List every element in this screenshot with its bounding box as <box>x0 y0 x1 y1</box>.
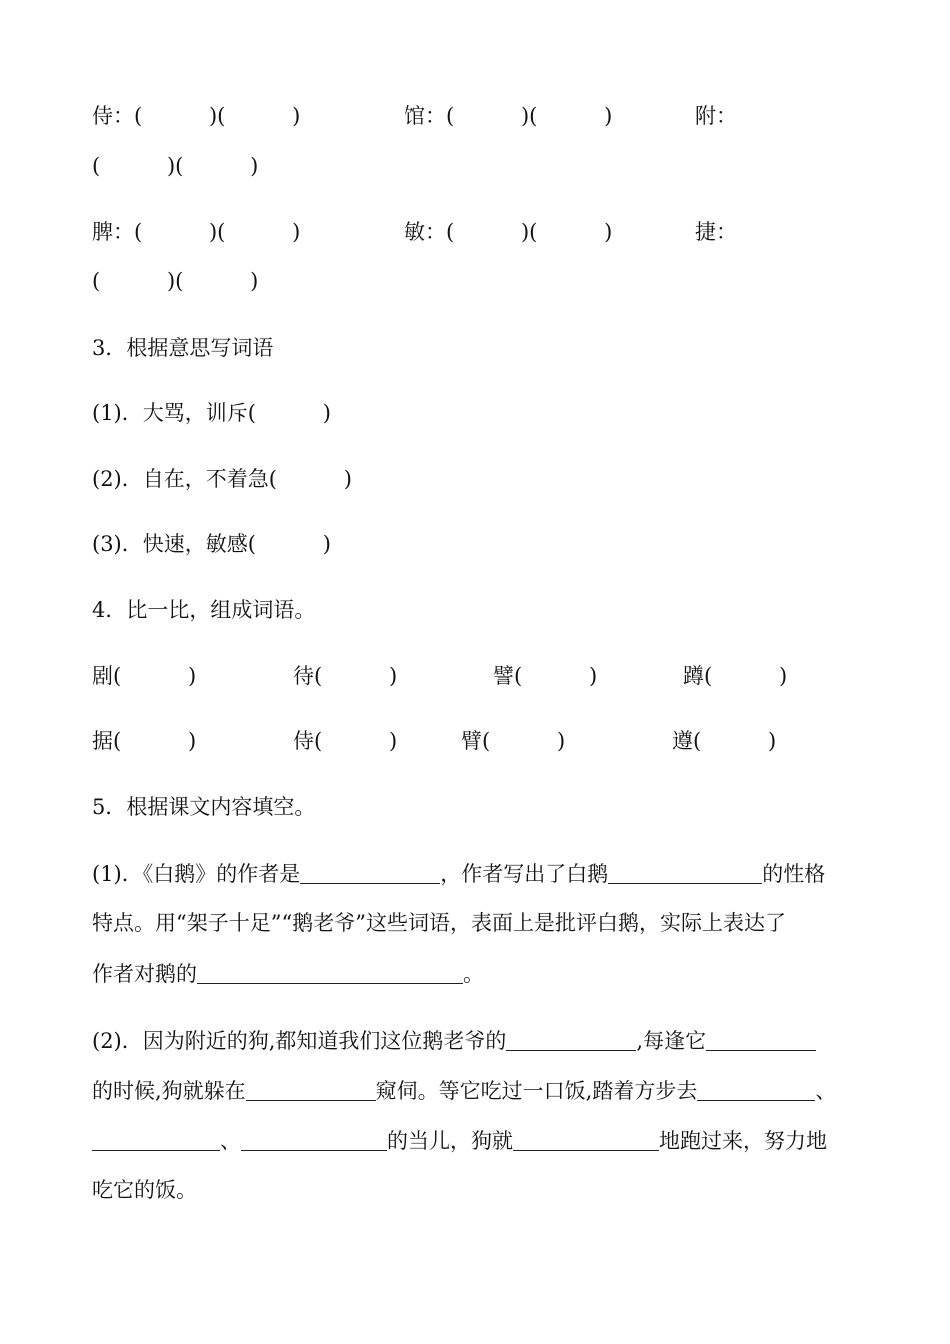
q5-p1-line1: (1)．《白鹅》的作者是 ，作者写出了白鹅 的性格 <box>92 862 826 886</box>
q3-title: 3．根据意思写词语 <box>92 336 274 360</box>
q4-row2-2: 侍( ) <box>293 729 398 753</box>
q3-item-3: (3)．快速，敏感( ) <box>92 532 331 556</box>
fill-blank-trait[interactable] <box>608 863 762 884</box>
q2-row2-d: ( )( ) <box>92 269 259 293</box>
q4-row2-4: 遵( ) <box>672 729 777 753</box>
q4-row1-2: 待( ) <box>293 664 398 688</box>
fill-blank-when[interactable] <box>706 1030 816 1051</box>
q2-row2-a: 脾：( )( ) <box>92 220 301 244</box>
q2-row1-c: 附： <box>695 104 737 128</box>
q5-p1-line3: 作者对鹅的 。 <box>92 962 484 986</box>
fill-blank-go-1[interactable] <box>697 1080 815 1101</box>
q4-row1-3: 譬( ) <box>493 664 598 688</box>
fill-blank-author[interactable] <box>300 863 440 884</box>
fill-blank-go-2[interactable] <box>92 1130 220 1151</box>
q4-row2-3: 臂( ) <box>461 729 566 753</box>
q4-row1-4: 蹲( ) <box>683 664 788 688</box>
q2-row1-b: 馆：( )( ) <box>404 104 613 128</box>
q2-row1 <box>92 106 300 127</box>
q5-title: 5．根据课文内容填空。 <box>92 795 316 819</box>
q3-item-2: (2)．自在，不着急( ) <box>92 467 352 491</box>
q2-row2-b: 敏：( )( ) <box>404 220 613 244</box>
q2-row1-d: ( )( ) <box>92 154 259 178</box>
fill-blank-habit[interactable] <box>506 1030 636 1051</box>
q4-row2-1: 据( ) <box>92 729 197 753</box>
q3-item-1: (1)．大骂，训斥( ) <box>92 401 331 425</box>
fill-blank-hide-place[interactable] <box>246 1080 376 1101</box>
q5-p1-line2: 特点。用“架子十足”“鹅老爷”这些词语，表面上是批评白鹅，实际上表达了 <box>92 911 786 935</box>
fill-blank-manner[interactable] <box>513 1130 659 1151</box>
q5-p2-line2: 的时候,狗就躲在 窥伺。等它吃过一口饭,踏着方步去 、 <box>92 1079 837 1103</box>
q4-title: 4．比一比，组成词语。 <box>92 598 316 622</box>
q5-p2-line4: 吃它的饭。 <box>92 1178 197 1202</box>
q4-row1-1: 剧( ) <box>92 664 197 688</box>
q2-row2-c: 捷： <box>695 220 737 244</box>
q2-row1-a: 侍：( )( ) <box>92 104 301 128</box>
fill-blank-go-3[interactable] <box>241 1130 387 1151</box>
q5-p2-line3: 、 的当儿，狗就 地跑过来，努力地 <box>92 1130 827 1152</box>
fill-blank-feeling[interactable] <box>197 963 463 984</box>
q5-p2-line1: (2)．因为附近的狗,都知道我们这位鹅老爷的 ,每逢它 <box>92 1030 816 1052</box>
